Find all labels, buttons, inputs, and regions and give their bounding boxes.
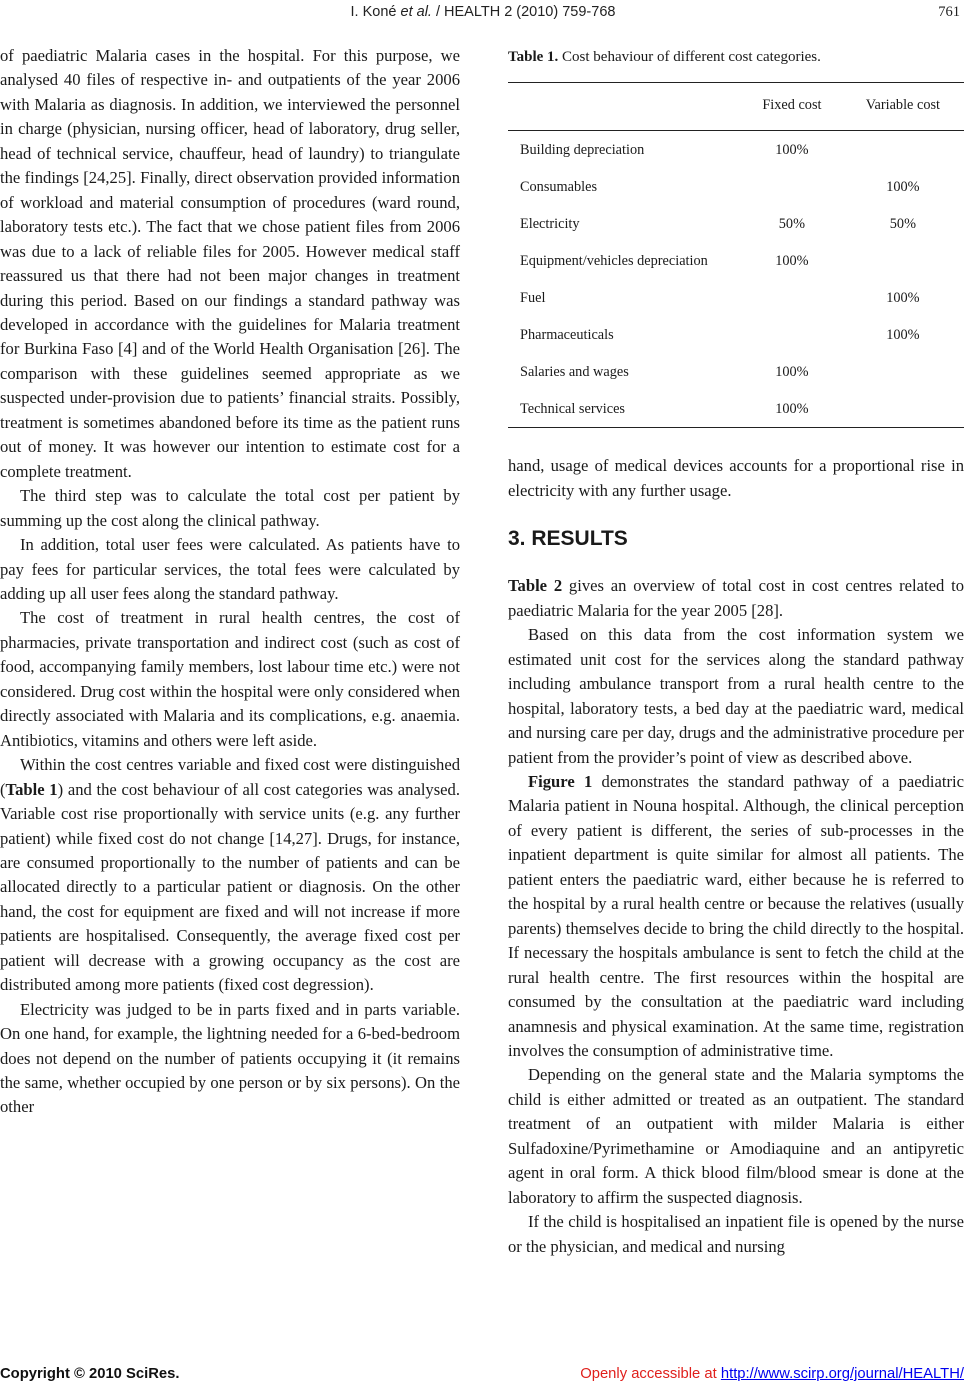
- paragraph-electricity-continuation: hand, usage of medical devices accounts for a proportional rise in electricity with any further usage.: [508, 456, 964, 500]
- running-head-journal: / HEALTH 2 (2010) 759-768: [431, 4, 616, 20]
- p5-before: Within the cost centres variable and fixed cost were distinguished (: [0, 755, 460, 799]
- table-cell-fixed: 100%: [775, 252, 809, 269]
- open-access-notice: [580, 1366, 964, 1382]
- table-cell-category: Consumables: [520, 178, 598, 195]
- paragraph-total-cost: The third step was to calculate the total cost per patient by summing up the cost along the clinical pathway.: [0, 486, 460, 530]
- results-intro-text: gives an overview of total cost in cost centres related to paediatric Malaria for the year 2005 [28].: [508, 576, 964, 620]
- table-cell-fixed: [742, 168, 842, 205]
- page-header: [0, 0, 966, 26]
- table-cell-variable: 50%: [889, 215, 916, 232]
- table-caption-label: Table 1.: [508, 49, 559, 65]
- table-cell-variable: 100%: [886, 289, 920, 306]
- table-row: [508, 353, 964, 390]
- p5-after: ) and the cost behaviour of all cost categories was analysed. Variable cost rise proportionally with service units (e.g. any further patient) while fixed cost do not change [14,27]. Drugs, for instance, are consumed proportionally to the number of patients and can be allocated directly to a particular patient or diagnosis. On the other hand, the cost for equipment are fixed and will not increase if more patients are hospitalised. Consequently, the average fixed cost per patient will decrease with a growing occupancy as the cost are distributed among more patients (fixed cost degression).: [0, 779, 460, 995]
- table-cell-category: Pharmaceuticals: [520, 326, 614, 343]
- table-row: [508, 242, 964, 279]
- table-cell-variable: [842, 390, 964, 428]
- table-row: [508, 205, 964, 242]
- table-cell-fixed: 50%: [778, 215, 805, 232]
- page-number: 761: [938, 4, 960, 20]
- paragraph-exclusions: The cost of treatment in rural health centres, the cost of pharmacies, private transportation and indirect cost (such as cost of food, accompanying family members, lost labour time etc.) were not considered. Drug cost within the hospital were only considered when directly associated with Malaria and its complications, e.g. anaemia. Antibiotics, vitamins and others were left aside.: [0, 608, 460, 750]
- paragraph-outpatient-treatment: Depending on the general state and the Malaria symptoms the child is either admitted or treated as an outpatient. The standard treatment of an outpatient with milder Malaria is either Sulfadoxine/Pyrimethamine or Amodiaquine and an antipyretic agent in oral form. A thick blood film/blood smear is done at the laboratory to affirm the suspected diagnosis.: [508, 1065, 964, 1207]
- running-head-etal: et al.: [400, 4, 432, 20]
- table-cell-variable: [842, 353, 964, 390]
- cost-behaviour-table: [508, 82, 964, 428]
- table2-reference[interactable]: Table 2: [508, 576, 563, 596]
- table-cell-variable: [842, 131, 964, 169]
- table-caption-text: Cost behaviour of different cost categories.: [558, 49, 821, 65]
- standard-pathway-text: demonstrates the standard pathway of a paediatric Malaria patient in Nouna hospital. Although, the clinical perception of every patient is different, the series of sub-processes in the inpatient department is quite similar for almost all patients. The patient enters the paediatric ward, either because he is referred to the hospital by a rural health centre or because the relatives (usually parents) themselves decide to bring the child directly to the hospital. If necessary the hospitals ambulance is sent to fetch the child at the rural health centre. The first resources within the hospital are consumed by the consultation at the paediatric ward including anamnesis and physical examination. At the same time, registration involves the consumption of administrative time.: [508, 771, 964, 1060]
- paragraph-methods-continuation: of paediatric Malaria cases in the hospital. For this purpose, we analysed 40 files of respective in- and outpatients of the year 2006 with Malaria as diagnosis. In addition, we interviewed the personnel in charge (physician, nursing officer, head of laboratory, drug seller, head of technical service, chauffeur, head of laundry) to triangulate the findings [24,25]. Finally, direct observation provided information of workload and material consumption of procedures (ward round, laboratory tests etc.). The fact that we chose patient files from 2006 was due to a lack of reliable files for 2005. However medical staff reassured us that there had not been major changes in treatment during this period. Based on our findings a standard pathway was developed in accordance with the guidelines for Malaria treatment for Burkina Faso [4] and of the World Health Organisation [26]. The comparison with these guidelines seemed appropriate as we suspected under-provision due to patients’ financial straits. Possibly, treatment is sometimes abandoned before its time as the patient runs out of money. It was however our intention to estimate cost for a complete treatment.: [0, 46, 460, 481]
- table-caption: [508, 47, 964, 67]
- running-head: [0, 4, 966, 20]
- table-cell-variable: [842, 242, 964, 279]
- table-cell-category: Salaries and wages: [520, 363, 629, 380]
- open-access-text: Openly accessible at: [580, 1366, 721, 1382]
- table-cell-fixed: [742, 316, 842, 353]
- paragraph-user-fees: In addition, total user fees were calculated. As patients have to pay fees for particular services, the total fees were calculated by adding up all user fees along the standard pathway.: [0, 535, 460, 603]
- paragraph-results-intro: [508, 574, 964, 623]
- table-cell-category: Fuel: [520, 289, 546, 306]
- left-column: [0, 44, 460, 1120]
- running-head-authors: I. Koné: [350, 4, 401, 20]
- table-row: [508, 131, 964, 169]
- right-column: [508, 44, 964, 1259]
- paragraph-electricity: Electricity was judged to be in parts fixed and in parts variable. On one hand, for example, the lightning needed for a 6-bed-bedroom does not depend on the number of patients occupying it (it remains the same, whether occupied by one person or by six persons). On the other: [0, 999, 460, 1117]
- table1-reference[interactable]: Table 1: [5, 779, 58, 799]
- paragraph-standard-pathway: [508, 770, 964, 1063]
- table-cell-category: Technical services: [508, 390, 742, 428]
- table-cell-fixed: [742, 279, 842, 316]
- table-cell-category: Electricity: [520, 215, 580, 232]
- table-header-variable-cost: Variable cost: [842, 83, 964, 131]
- table-row: [508, 316, 964, 353]
- table-cell-variable: 100%: [886, 178, 920, 195]
- table-row: [508, 168, 964, 205]
- copyright-notice: Copyright © 2010 SciRes.: [0, 1366, 180, 1382]
- table-cell-fixed: 100%: [742, 390, 842, 428]
- figure1-reference[interactable]: Figure 1: [528, 771, 593, 791]
- table-row: [508, 279, 964, 316]
- table-row: [508, 390, 964, 428]
- journal-link[interactable]: http://www.scirp.org/journal/HEALTH/: [720, 1366, 964, 1382]
- table-header-row: [508, 83, 964, 131]
- table-cell-fixed: 100%: [775, 141, 809, 158]
- table-cell-fixed: 100%: [775, 363, 809, 380]
- table-cell-category: Building depreciation: [520, 141, 645, 158]
- table-header-empty: [508, 83, 742, 131]
- table-header-fixed-cost: Fixed cost: [742, 83, 842, 131]
- paragraph-hospitalisation: If the child is hospitalised an inpatient file is opened by the nurse or the physician, and medical and nursing: [508, 1212, 964, 1256]
- table-cell-category: Equipment/vehicles depreciation: [520, 252, 708, 269]
- paragraph-cost-behaviour: [0, 753, 460, 998]
- section-heading-results: 3. RESULTS: [508, 527, 628, 551]
- page-footer: [0, 1366, 966, 1388]
- table-cell-variable: 100%: [886, 326, 920, 343]
- paragraph-unit-cost: Based on this data from the cost information system we estimated unit cost for the services along the standard pathway including ambulance transport from a rural health centre to the hospital, laboratory tests, a bed day at the paediatric ward, medical and nursing care per day, drugs and the administrative procedure per patient from the provider’s point of view as described above.: [508, 625, 964, 767]
